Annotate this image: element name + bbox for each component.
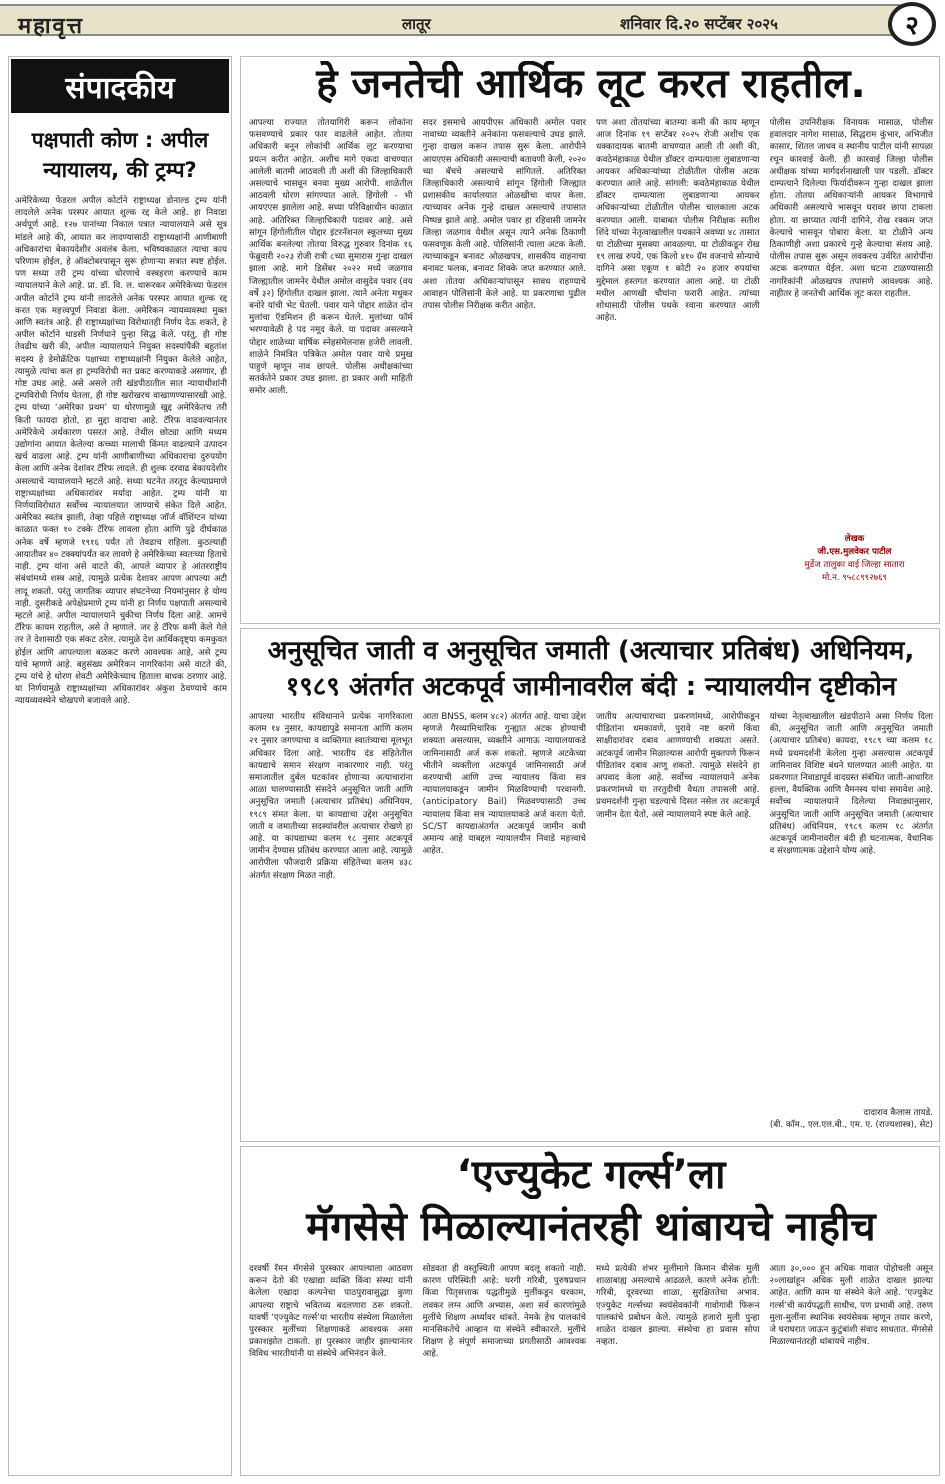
article-column-with-author [770, 117, 934, 617]
article-columns [249, 1263, 933, 1471]
editorial-banner: संपादकीय [11, 59, 229, 113]
article-column: मध्ये प्रत्येकी शंभर मुलींमागे किमान वीसेक मुली शाळाबाह्य असल्याचे आढळले. कारणे अनेक होती: गरिबी, दूरवरच्या शाळा, सुरक्षिततेचा अभाव. एज्युकेट गर्ल्सच्या स्वयंसेवकांनी गावोगावी फिरून पालकांचे प्रबोधन केले. त्यामुळे हजारो मुली पुन्हा शाळेत दाखल झाल्या. संस्थेचा हा प्रवास सोपा नव्हता. [596, 1264, 760, 1348]
masthead-bar [0, 4, 900, 39]
article-column: पोलीस उपनिरीक्षक विनायक मासाळ, पोलीस हवालदार नागेश मासाळ, सिद्धराम कुंभार, अभिजीत कासार, शितल जाधव व स्थानीय पाटील यांनी सापळा रचून कारवाई केली. ही कारवाई जिल्हा पोलीस अधीक्षक यांच्या मार्गदर्शनाखाली पार पडली. डॉक्टर दाम्पत्याने दिलेल्या फिर्यादीवरून गुन्हा दाखल झाला होता. तोतया अधिकाऱ्यांनी आयकर विभागाचे अधिकारी असल्याचे भासवून घरावर छापा टाकला होता. या छाप्यात त्यांनी दागिने, रोख रक्कम जप्त केल्याचे भासवून पोबारा केला. या टोळीने अन्य ठिकाणीही अशा प्रकारचे गुन्हे केल्याचा संशय आहे. पोलीस तपास सुरू असून लवकरच उर्वरित आरोपींना अटक करण्यात येईल. अशा घटना टाळण्यासाठी नागरिकांनी ओळखपत्र तपासणे आवश्यक आहे. नाहीतर हे जनतेची आर्थिक लूट करत राहतील. [769, 118, 933, 299]
author-name: दादाराव कैलास तायडे. [863, 1108, 933, 1118]
article-columns [249, 117, 933, 617]
article-column: पण अशा तोतयांच्या बातम्या कमी की काय म्हणून आज दिनांक १९ सप्टेंबर २०२५ रोजी अशीच एक धक्कादायक बातमी वाचण्यात आली ती अशी की, कवठेमंहाकाळ येथील डॉक्टर दाम्पत्याला लुबाडणाऱ्या आयकर अधिकाऱ्यांच्या टोळीतील पोलीस अटक करण्यात आले आहे. सांगली: कवठेमंहाकाळ येथील डॉक्टर दाम्पत्याला लुबाडणाऱ्या आयकर अधिकाऱ्यांच्या टोळीतील पोलीस चालकाला अटक करण्यात आली. याबाबत पोलीस निरीक्षक सतीश शिंदे यांच्या नेतृत्वाखालील पथकाने अवघ्या ४८ तासात या टोळीच्या मुसक्या आवळल्या. या टोळीकडून रोख १९ लाख रुपये, एक किलो ४१० ग्रॅम वजनाचे सोन्याचे दागिने असा एकूण १ कोटी २० हजार रुपयांचा मुद्देमाल हस्तगत करण्यात आला आहे. या टोळी मधील आणखी चौघांना फरारी आहेत. त्यांच्या शोधासाठी पोलीस पथके रवाना करण्यात आली आहेत. [596, 118, 760, 324]
article-column-with-signature [770, 711, 934, 1137]
article-sc-st-act [240, 628, 940, 1142]
author-label: लेखक [844, 534, 865, 544]
article-column: आपल्या राज्यात तोतयागिरी करून लोकांना फसवण्याचे प्रकार फार वाढलेले आहेत. तोतया अधिकारी बनून लोकांची आर्थिक लूट करण्याचा प्रयत्न करीत आहेत. अशीच मागे एकदा वाचण्यात आलेली बातमी आठवली ती अशी की जिल्हाधिकारी असल्याचे भासवून बनवा मुख्य आरोपी. शाळेतील आठवली धोरण सांगण्यात आले. हिंगोली - भी आयएएस झालेला आहे. सध्या परिविक्षाधीन काळात आहे. अतिरिक्त जिल्हाधिकारी पदावर आहे. असे सांगून हिंगोलीतील पोद्दार इंटरनॅशनल स्कूलच्या मुख्य आर्थिक बनलेल्या तोतया विरुद्ध गुरुवार दिनांक १६ फेब्रुवारी २०२३ रोजी रात्री ८च्या सुमारास गुन्हा दाखल झाला आहे. मागे डिसेंबर २०२२ मध्ये जळगाव जिल्ह्यातील जामनेर येथील अमोल वासुदेव पवार (वय वर्षे ३२) हिंगोलीत दाखल झाला. त्याने अनेता मधुकर बनोरे यांची भेट घेतली. पवार याने पोद्दार शाळेत दोन मुलांचा ऍडमिशन ही करून घेतले. मुलांच्या फॉर्म भरण्यावेळी हे पद नमूद केले. या पदावर असल्याने पोद्दार शाळेच्या वार्षिक स्नेहसंमेलनास हजेरी लावली. शाळेने निमंत्रित पत्रिकेत अमोल पवार याचे प्रमुख पाहुणे म्हणून नाव छापले. पोलीस अधीक्षकांच्या सतर्कतेने प्रकार उघड झाला. हा प्रकार अशी माहिती समोर आली. [249, 118, 413, 397]
page-number: २ [888, 2, 936, 46]
article-economic-loot [240, 56, 940, 624]
article-educate-girls [240, 1146, 940, 1476]
author-phone: मो.न. ९५८८९९२७६९ [821, 573, 888, 583]
publication-date: शनिवार दि.२० सप्टेंबर २०२५ [620, 15, 778, 33]
article-headline: हे जनतेची आर्थिक लूट करत राहतील. [316, 61, 866, 107]
article-column: जातीय अत्याचाराच्या प्रकरणांमध्ये, आरोपीकडून पीडितांना धमकावणे, पुरावे नष्ट करणे किंवा साक्षीदारांवर दबाव आणण्याची शक्यता असते. अटकपूर्व जामीन मिळाल्यास आरोपी मुक्तपणे फिरून पीडितांवर दबाव आणू शकतो. त्यामुळे संसदेने हा अपवाद केला आहे. सर्वोच्च न्यायालयाने अनेक प्रकरणांमध्ये या तरतुदीची वैधता तपासली आहे. प्रथमदर्शनी गुन्हा घडल्याचे दिसत नसेल तर अटकपूर्व जामीन देता येतो, असे न्यायालयाने स्पष्ट केले आहे. [596, 712, 760, 820]
article-column: आपल्या भारतीय संविधानाने प्रत्येक नागरिकाला कलम १४ नुसार, कायद्यापुढे समानता आणि कलम २१ नुसार जगण्याचा व व्यक्तिगत स्वातंत्र्याचा मूलभूत अधिकार दिला आहे. भारतीय दंड संहितेतील कायद्याचे समान संरक्षण नाकारणार नाही. परंतु समाजातील दुर्बल घटकांवर होणाऱ्या अत्याचारांना आळा घालण्यासाठी संसदेने अनुसूचित जाती आणि अनुसूचित जमाती (अत्याचार प्रतिबंध) अधिनियम, १९८९ संमत केला. या कायद्याचा उद्देश अनुसूचित जाती व जमातीच्या सदस्यांवरील अत्याचार रोखणे हा आहे. या कायद्याच्या कलम १८ नुसार अटकपूर्व जामीन देण्यास प्रतिबंध करण्यात आला आहे. त्यामुळे आरोपीला फौजदारी प्रक्रिया संहितेच्या कलम ४३८ अंतर्गत संरक्षण मिळत नाही. [249, 712, 413, 881]
editorial-column [8, 56, 232, 1476]
masthead-name: महावृत्त [18, 13, 84, 39]
article-headline-line2: मॅगसेसे मिळाल्यानंतरही थांबायचे नाहीच [306, 1204, 876, 1250]
article-column: सोडवता ही वस्तुस्थिती आपण बदलू शकतो नाही. कारण परिस्थिती आहे: घरगी गरिबी, पुरुषप्रधान किंवा पितृसत्ताक पद्धतीमुळे मुलींकडून घरकाम, लवकर लग्न आणि अभ्यास, अशा सर्व कारणांमुळे मुलींचे शिक्षण अर्ध्यावर थांबते. नेमके हेच पालकांचे मानसिकतेचे आव्हान या संस्थेने स्वीकारले. मुलींचे शिक्षण हे संपूर्ण समाजाच्या प्रगतीसाठी आवश्यक आहे. [422, 1264, 586, 1360]
editorial-title: पक्षपाती कोण : अपील न्यायालय, की ट्रम्प? [31, 128, 209, 182]
article-column: सदर इसमाचे आयपीएस अधिकारी अमोल पवार नावाच्या व्यक्तीने अनेकांना फसवल्याचे उघड झाले. गुन्हा दाखल करून तपास सुरू केला. आरोपीने आयएएस अधिकारी असल्याची बतावणी केली, २०२० च्या बॅचचे असल्याचे सांगितले. अतिरिक्त जिल्हाधिकारी असल्याचे सांगून हिंगोली जिल्ह्यात प्रशासकीय कार्यालयात ओळखीचा वापर केला. त्याच्यावर अनेक गुन्हे दाखल असल्याचे तपासात निष्पन्न झाले आहे. अमोल पवार हा रहिवासी जामनेर जिल्हा जळगाव येथील असून त्याने अनेक ठिकाणी फसवणूक केली आहे. पोलिसांनी त्याला अटक केली. त्याच्याकडून बनावट ओळखपत्र, शासकीय वाहनाचा बनावट फलक, बनावट शिक्के जप्त करण्यात आले. अशा तोतया अधिकाऱ्यांपासून सावध राहण्याचे आवाहन पोलिसांनी केले आहे. या प्रकरणाचा पुढील तपास पोलीस निरीक्षक करीत आहेत. [422, 118, 586, 312]
article-headline-line2: १९८९ अंतर्गत अटकपूर्व जामीनावरील बंदी : न्यायालयीन दृष्टीकोन [285, 672, 897, 702]
article-column: आता BNSS, कलम ४८२) अंतर्गत आहे. याचा उद्देश म्हणजे गैरव्यामिचारिक गुन्ह्यात अटक होण्याची शक्यता असल्यास, व्यक्तीने आगाऊ न्यायालयाकडे जामिनासाठी अर्ज करू शकतो. म्हणजे अटकेच्या भीतीने व्यक्तीला अटकपूर्व जामिनासाठी अर्ज करण्याची आणि उच्च न्यायालय किंवा सत्र न्यायालयाकडून जामीन मिळविण्याची परवानगी. (anticipatory Bail) मिळवण्यासाठी उच्च न्यायालय किंवा सत्र न्यायालयाकडे अर्ज करता येतो. SC/ST कायद्याअंतर्गत अटकपूर्व जामीन कधी अमान्य आहे याबद्दल न्यायालयीन निवाडे महत्त्वाचे आहेत. [422, 712, 586, 857]
author-box [780, 533, 930, 585]
article-column: यांच्या नेतृत्वाखालील खंडपीठाने असा निर्णय दिला की, अनुसूचित जाती आणि अनुसूचित जमाती (अत्याचार प्रतिबंध) कायदा, १९८९ च्या कलम १८ मध्ये प्रथमदर्शनी केलेला गुन्हा असल्यास अटकपूर्व जामिनावर विशिष्ट बंधने घालण्यात आली आहेत. या प्रकरणात निवाडापूर्व वादग्रस्त संबंधित जाती-आधारित हल्ला, वैयक्तिक आणि वैमनस्य यांचा समावेश आहे. सर्वोच्च न्यायालयाने दिलेल्या निवाड्यानुसार, अनुसूचित जाती आणि अनुसूचित जमाती (अत्याचार प्रतिबंध) अधिनियम, १९८९ कलम १८ अंतर्गत अटकपूर्व जामीनावरील बंदी ही घटनात्मक, वैधानिक व संरक्षणात्मक उद्देशाने योग्य आहे. [769, 712, 933, 857]
author-name: जी.एस.मुलवेकर पाटील [817, 547, 892, 557]
article-headline-line1: ‘एज्युकेट गर्ल्स’ला [456, 1152, 726, 1198]
page-header [0, 0, 945, 48]
edition-city: लातूर [402, 15, 431, 33]
article-column: दरवर्षी रॅमन मॅगसेसे पुरस्कार आपल्याला आठवण करून देतो की एखाद्या व्यक्ति किंवा संस्था यांनी केलेला एखादा कल्पनेचा पाठपुरावासुद्धा कुणा आपल्या राष्ट्राचे भवितव्य बदलणारा ठरू शकतो. यावर्षी ‘एज्युकेट गर्ल्स’या भारतीय संस्थेला मिळालेला पुरस्कार मुलींच्या शिक्षणाकडे आवश्यक असा प्रकाशझोत टाकतो. हा पुरस्कार जाहीर झाल्यानंतर विविध भारतीयांनी या संस्थेचे अभिनंदन केले. [249, 1264, 413, 1360]
article-column: आता ३०,००० हून अधिक गावात पोहोचली असून २०लाखांहून अधिक मुली शाळेत दाखल झाल्या आहेत. आणि काम या संस्थेने केले आहे. ‘एज्युकेट गर्ल्स’ची कार्यपद्धती साधीच, पण प्रभावी आहे. तरुण मुला-मुलींना स्थानिक स्वयंसेवक म्हणून तयार करणे, जे घराघरात जाऊन कुटुंबांशी संवाद साधतात. मॅगसेसे मिळाल्यानंतरही थांबायचे नाहीच. [769, 1264, 933, 1348]
author-signature [770, 1107, 934, 1131]
author-place: मुर्डेज तालुका वाई जिल्हा सातारा [804, 560, 905, 570]
article-headline-line1: अनुसूचित जाती व अनुसूचित जमाती (अत्याचार प्रतिबंध) अधिनियम, [267, 636, 915, 666]
editorial-body: अमेरिकेच्या फेडरल अपील कोर्टाने राष्ट्राध्यक्ष डोनाल्ड ट्रम्प यांनी लादलेले अनेक परस्पर आयात शुल्क रद्द केले आहे. हा निवाडा अर्थपूर्ण आहे. १२७ पानांच्या निकाल पत्रात न्यायालयाने असे सूत्र मांडले आहे की, आयात कर लादण्यासाठी राष्ट्राध्यक्षांनी आणीबाणी अधिकारांचा बेकायदेशीर अवलंब केला. भविष्यकाळात त्याचा काय परिणाम होईल, हे ऑक्टोबरपासून सुरू होणाऱ्या सत्रात स्पष्ट होईल. पण सध्या तरी ट्रम्प यांच्या धोरणाचे वस्त्रहरण करण्याचे काम न्यायालयाने केले आहे. प्रा. डॉ. वि. ल. धारूरकर अमेरिकेच्या फेडरल अपील कोर्टाने ट्रम्प यांनी लादलेले अनेक परस्पर आयात शुल्क रद्द करत एक महत्त्वपूर्ण निवाडा केला. अमेरिकन न्यायव्यवस्था मुक्त आणि स्वतंत्र आहे. ही राष्ट्राध्यक्षांच्या विरोधातही निर्णय देऊ शकते, हे अपील कोर्टाने धाडसी निर्णयाने पुन्हा सिद्ध केले. परंतु, ही गोष्ट तेवढीच खरी की, अपील न्यायालयाने नियुक्त सदस्यांपैकी बहुतांश सदस्य हे डेमोक्रॅटिक पक्षाच्या राष्ट्राध्यक्षांनी नियुक्त केलेले आहेत, त्यामुळे त्यांचा कल हा ट्रम्पविरोधी मत प्रकट करण्याकडे असणार, ही गोष्ट उघड आहे. असे असले तरी खंडपीठातील सात न्यायाधीशांनी ट्रम्पविरोधी निर्णय घेतला, ही गोष्ट खरोखरच वाखाणण्यासारखी आहे. ट्रम्प यांच्या ‘अमेरिका प्रथम’ या धोरणामुळे खुद्द अमेरिकेतच तरी किती फायदा होतो, हा मुद्दा वादाचा आहे. टॅरिफ वाढवल्यानंतर अमेरिकेचे अर्थकारण पसरत आहे. तेथील छोट्या आणि मध्यम उद्योगांना आयात केलेल्या कच्च्या मालाची किंमत वाढल्याने उत्पादन खर्च वाढला आहे. ट्रम्प यांनी आणीबाणीच्या अधिकाराचा दुरुपयोग केला आणि अनेक देशांवर टॅरिफ लादले. ही शुल्क दरवाढ बेकायदेशीर असल्याचे न्यायालयाने म्हटले आहे. सध्या घटनेत तरतूद केल्याप्रमाणे राष्ट्राध्यक्षांच्या अधिकारांवर मर्यादा आहेत. ट्रम्प यांनी या निर्णयाविरोधात सर्वोच्च न्यायालयात जाण्याचे संकेत दिले आहेत. अमेरिका स्वतंत्र झाली, तेव्हा पहिले राष्ट्राध्यक्ष जॉर्ज वॉशिंग्टन यांच्या काळात फक्त १० टक्के टॅरिफ लावला होता आणि पुढे दीर्घकाळ अनेक वर्षे म्हणजे १९१६ पर्यंत तो तेवढाच राहिला. कुठल्याही आयातीवर ४० टक्क्यांपर्यंत कर लावणे हे अमेरिकेच्या स्वतःच्या हिताचे नाही. ट्रम्प यांना असे वाटते की, आपले व्यापार हे आंतरराष्ट्रीय संबंधांमध्ये शस्त्र आहे, त्यामुळे प्रत्येक देशावर आपण आपल्या अटी लादू शकतो. परंतु जागतिक व्यापार संघटनेच्या नियमांनुसार हे योग्य नाही. दुसरीकडे अपेक्षेप्रमाणे ट्रम्प यांनी हा निर्णय पक्षपाती असल्याचे म्हटले आहे. अपील न्यायालयाने चुकीचा निर्णय दिला आहे. आमचे टॅरिफ कायम राहतील, असे ते म्हणाले. जर हे टॅरिफ कमी केले गेले तर ते देशासाठी एक संकट ठरेल. त्यामुळे देश आर्थिकदृष्ट्या कमकुवत होईल आणि आपल्याला बळकट करणे आवश्यक आहे, असे ट्रम्प यांचे म्हणणे आहे. बहुसंख्य अमेरिकन नागरिकांना असे वाटते की, ट्रम्प यांचे हे धोरण शेवटी अमेरिकेच्याच हिताला बाधक ठरणार आहे. या निर्णयामुळे राष्ट्राध्यक्षांच्या अधिकारांवर अंकुश ठेवण्याचे काम न्यायव्यवस्थेने चोखपणे बजावले आहे. [15, 196, 227, 707]
author-degree: (बी. कॉम., एल.एल.बी., एम. ए. (राज्यशास्त्र), सेट) [769, 1120, 933, 1130]
article-columns [249, 711, 933, 1137]
